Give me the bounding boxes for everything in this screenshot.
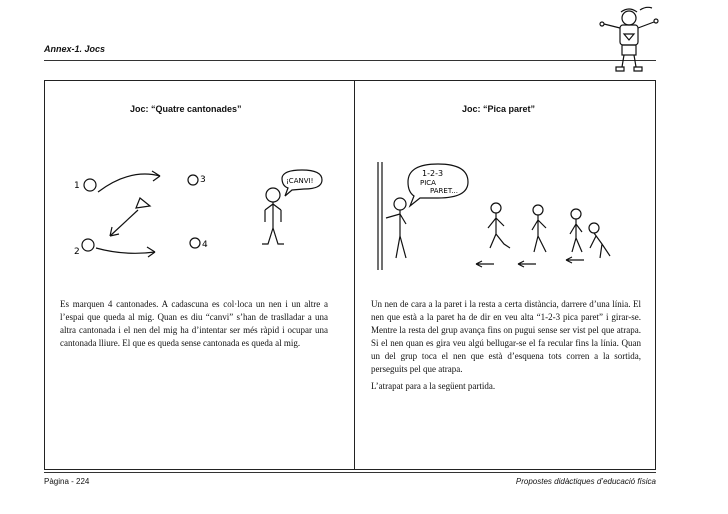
arrow-2-to-4: [96, 248, 155, 253]
page-number: Pàgina - 224: [44, 477, 90, 486]
mascot-illustration: [596, 4, 662, 76]
wall: [378, 162, 382, 270]
header-rule: [44, 60, 656, 61]
panel-divider: [354, 80, 355, 470]
speech-bubble-left-text: ¡CANVI!: [286, 177, 314, 185]
right-panel-text: [371, 298, 641, 397]
corner-1-label: 1: [74, 181, 80, 191]
right-panel-title: Joc: “Pica paret”: [462, 104, 536, 114]
footer-rule: [44, 472, 656, 473]
book-title: Propostes didàctiques d’educació física: [515, 477, 656, 486]
corner-2-label: 2: [74, 247, 80, 257]
speech-bubble-right-line2: PICA: [420, 179, 436, 187]
left-panel-text: [60, 298, 328, 354]
corner-3-label: 3: [200, 175, 206, 185]
arrow-middle-to-2: [110, 210, 138, 236]
corner-4-player: [190, 238, 200, 248]
corner-1-player: [84, 179, 96, 191]
left-panel-paragraph: Es marquen 4 cantonades. A cadascuna es col·loca un nen i un altre a l’espai que queda al mig. Quan es diu “canvi” s’han de traslladar a una altra cantonada i el nen del mig ha d’intentar ser més ràpid i ocupar una cantonada lliure. El que es queda sense cantonada es queda al mig.: [60, 299, 328, 348]
corner-3-player: [188, 175, 198, 185]
left-panel-title: Joc: “Quatre cantonades”: [130, 104, 242, 114]
four-corners-illustration: [60, 160, 340, 270]
right-panel-paragraph-2: L’atrapat para a la següent partida.: [371, 381, 496, 391]
corner-4-label: 4: [202, 240, 208, 250]
right-panel-paragraph-1: Un nen de cara a la paret i la resta a certa distància, darrere d’una línia. El nen que està a la paret ha de dir en veu alta “1-2-3 pica paret” i girar-se. Mentre la resta del grup avança fins on pugui sense ser vist pel que atrapa. Si el nen quan es gira veu algú bellugar-se el fa recular fins la línia. Quan un del grup toca el nen que està d’esquena tots corren a la sortida, perseguits pel que atrapa.: [371, 299, 641, 374]
speech-bubble-right-line3: PARET...: [430, 187, 458, 195]
speech-bubble-right-line1: 1-2-3: [422, 169, 444, 178]
corner-2-player: [82, 239, 94, 251]
content-frame: [44, 80, 656, 470]
section-header: Annex-1. Jocs: [44, 44, 106, 54]
middle-player-triangle: [136, 198, 150, 208]
pica-paret-illustration: [368, 152, 648, 272]
arrow-1-to-3: [98, 174, 160, 192]
